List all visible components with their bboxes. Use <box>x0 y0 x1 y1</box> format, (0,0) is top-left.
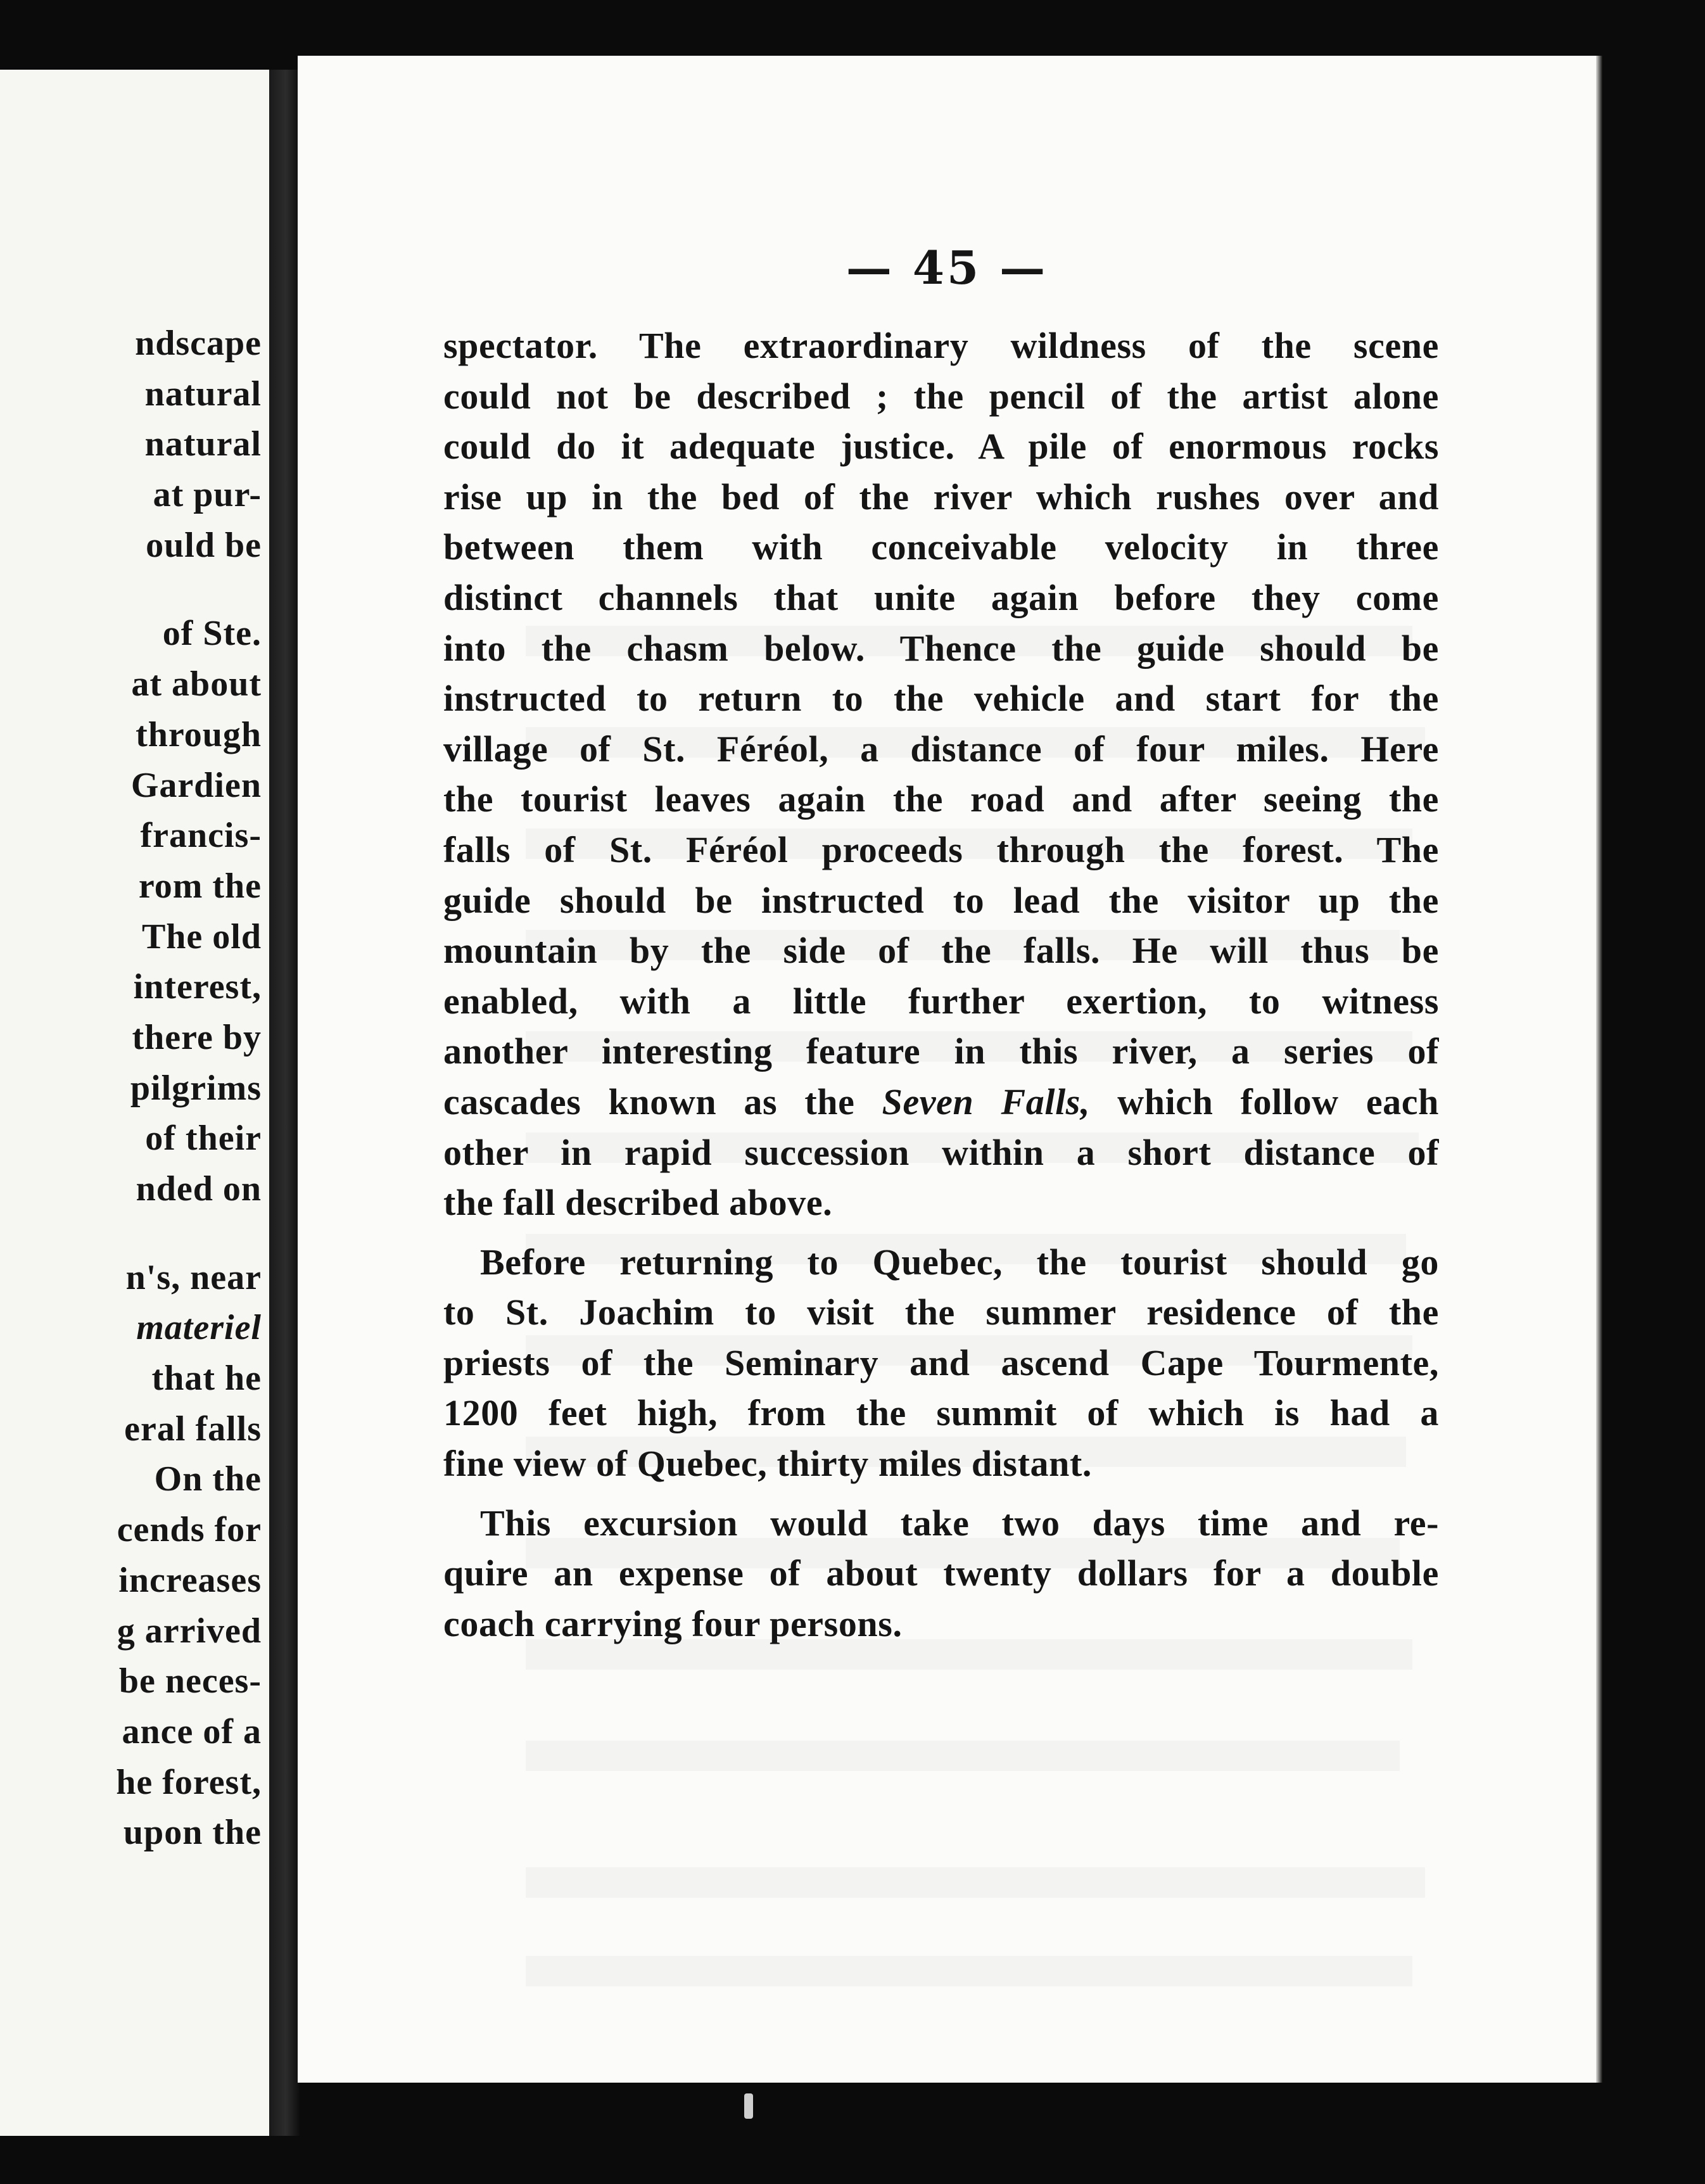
text-line: the fall described above. <box>443 1182 833 1224</box>
left-line: increases <box>118 1560 262 1600</box>
book-gutter <box>269 70 300 2136</box>
left-line: The old <box>141 917 262 956</box>
left-line: upon the <box>123 1813 262 1853</box>
text-line: guide should be instructed to lead the visitor up the <box>443 879 1439 921</box>
left-line: n's, near <box>125 1257 262 1297</box>
paragraph <box>443 1237 1439 1489</box>
text-line: distinct channels that unite again before they come <box>443 576 1439 618</box>
paragraph <box>443 321 1439 1228</box>
left-line: rom the <box>138 866 262 906</box>
text-line-with-italic <box>443 1077 1439 1127</box>
text-line: between them with conceivable velocity in three <box>443 526 1439 568</box>
left-line: interest, <box>133 967 262 1007</box>
paragraph <box>443 1498 1439 1649</box>
page-body <box>443 321 1439 1649</box>
left-line: be neces- <box>118 1661 262 1701</box>
left-line: ance of a <box>122 1711 262 1751</box>
text-line: other in rapid succession within a short distance of <box>443 1131 1439 1173</box>
text-line: fine view of Quebec, thirty miles distant. <box>443 1443 1092 1485</box>
left-line: at pur- <box>153 475 262 515</box>
text-fragment: cascades known as the <box>443 1081 855 1122</box>
left-line: materiel <box>136 1308 262 1348</box>
left-line: of Ste. <box>162 614 262 654</box>
book-page <box>298 56 1596 2083</box>
paragraph-gap <box>0 571 262 609</box>
left-line: ould be <box>146 525 262 565</box>
left-line: there by <box>132 1017 262 1057</box>
left-line: nded on <box>136 1169 262 1209</box>
text-line: Before returning to Quebec, the tourist should go <box>480 1241 1439 1283</box>
text-line: This excursion would take two days time and re- <box>480 1502 1439 1544</box>
text-line: spectator. The extraordinary wildness of the scene <box>443 325 1439 366</box>
left-line: that he <box>151 1359 262 1399</box>
left-line: at about <box>131 664 262 704</box>
paragraph-gap <box>0 1215 262 1253</box>
left-line: On the <box>154 1459 262 1499</box>
scan-mark <box>744 2093 753 2119</box>
text-line: into the chasm below. Thence the guide should be <box>443 627 1439 669</box>
italic-phrase: Seven Falls, <box>882 1081 1091 1122</box>
text-line: to St. Joachim to visit the summer residence of the <box>443 1292 1439 1333</box>
text-line: instructed to return to the vehicle and start for the <box>443 678 1439 720</box>
left-line: natural <box>144 374 262 414</box>
previous-page-text <box>0 319 262 1858</box>
text-line: rise up in the bed of the river which rushes over and <box>443 476 1439 517</box>
left-line: cends for <box>117 1510 262 1550</box>
left-line: eral falls <box>124 1409 262 1449</box>
left-line: of their <box>145 1119 262 1159</box>
left-line: ndscape <box>135 324 262 363</box>
previous-page <box>0 70 269 2136</box>
text-line: falls of St. Féréol proceeds through the forest. The <box>443 829 1439 870</box>
left-line: pilgrims <box>130 1068 262 1108</box>
text-line: mountain by the side of the falls. He will thus be <box>443 930 1439 972</box>
left-line: g arrived <box>117 1611 262 1651</box>
text-line: the tourist leaves again the road and after seeing the <box>443 778 1439 820</box>
text-line: priests of the Seminary and ascend Cape Tourmente, <box>443 1342 1439 1383</box>
text-line: enabled, with a little further exertion, to witness <box>443 980 1439 1022</box>
text-line: 1200 feet high, from the summit of which is had a <box>443 1392 1439 1434</box>
left-line: he forest, <box>116 1762 262 1802</box>
text-fragment: which follow each <box>1117 1081 1439 1122</box>
text-line: could do it adequate justice. A pile of enormous rocks <box>443 426 1439 467</box>
page-number: — 45 — <box>846 241 1048 295</box>
text-line: another interesting feature in this river, a series of <box>443 1031 1439 1072</box>
left-line: natural <box>144 424 262 464</box>
text-line: coach carrying four persons. <box>443 1603 903 1644</box>
text-line: could not be described ; the pencil of the artist alone <box>443 375 1439 417</box>
text-line: village of St. Féréol, a distance of four miles. Here <box>443 728 1439 770</box>
left-line: through <box>136 714 262 754</box>
left-line: francis- <box>140 816 262 856</box>
left-line: Gardien <box>130 765 262 805</box>
text-line: quire an expense of about twenty dollars for a double <box>443 1552 1439 1594</box>
page-edge <box>1596 56 1602 2083</box>
